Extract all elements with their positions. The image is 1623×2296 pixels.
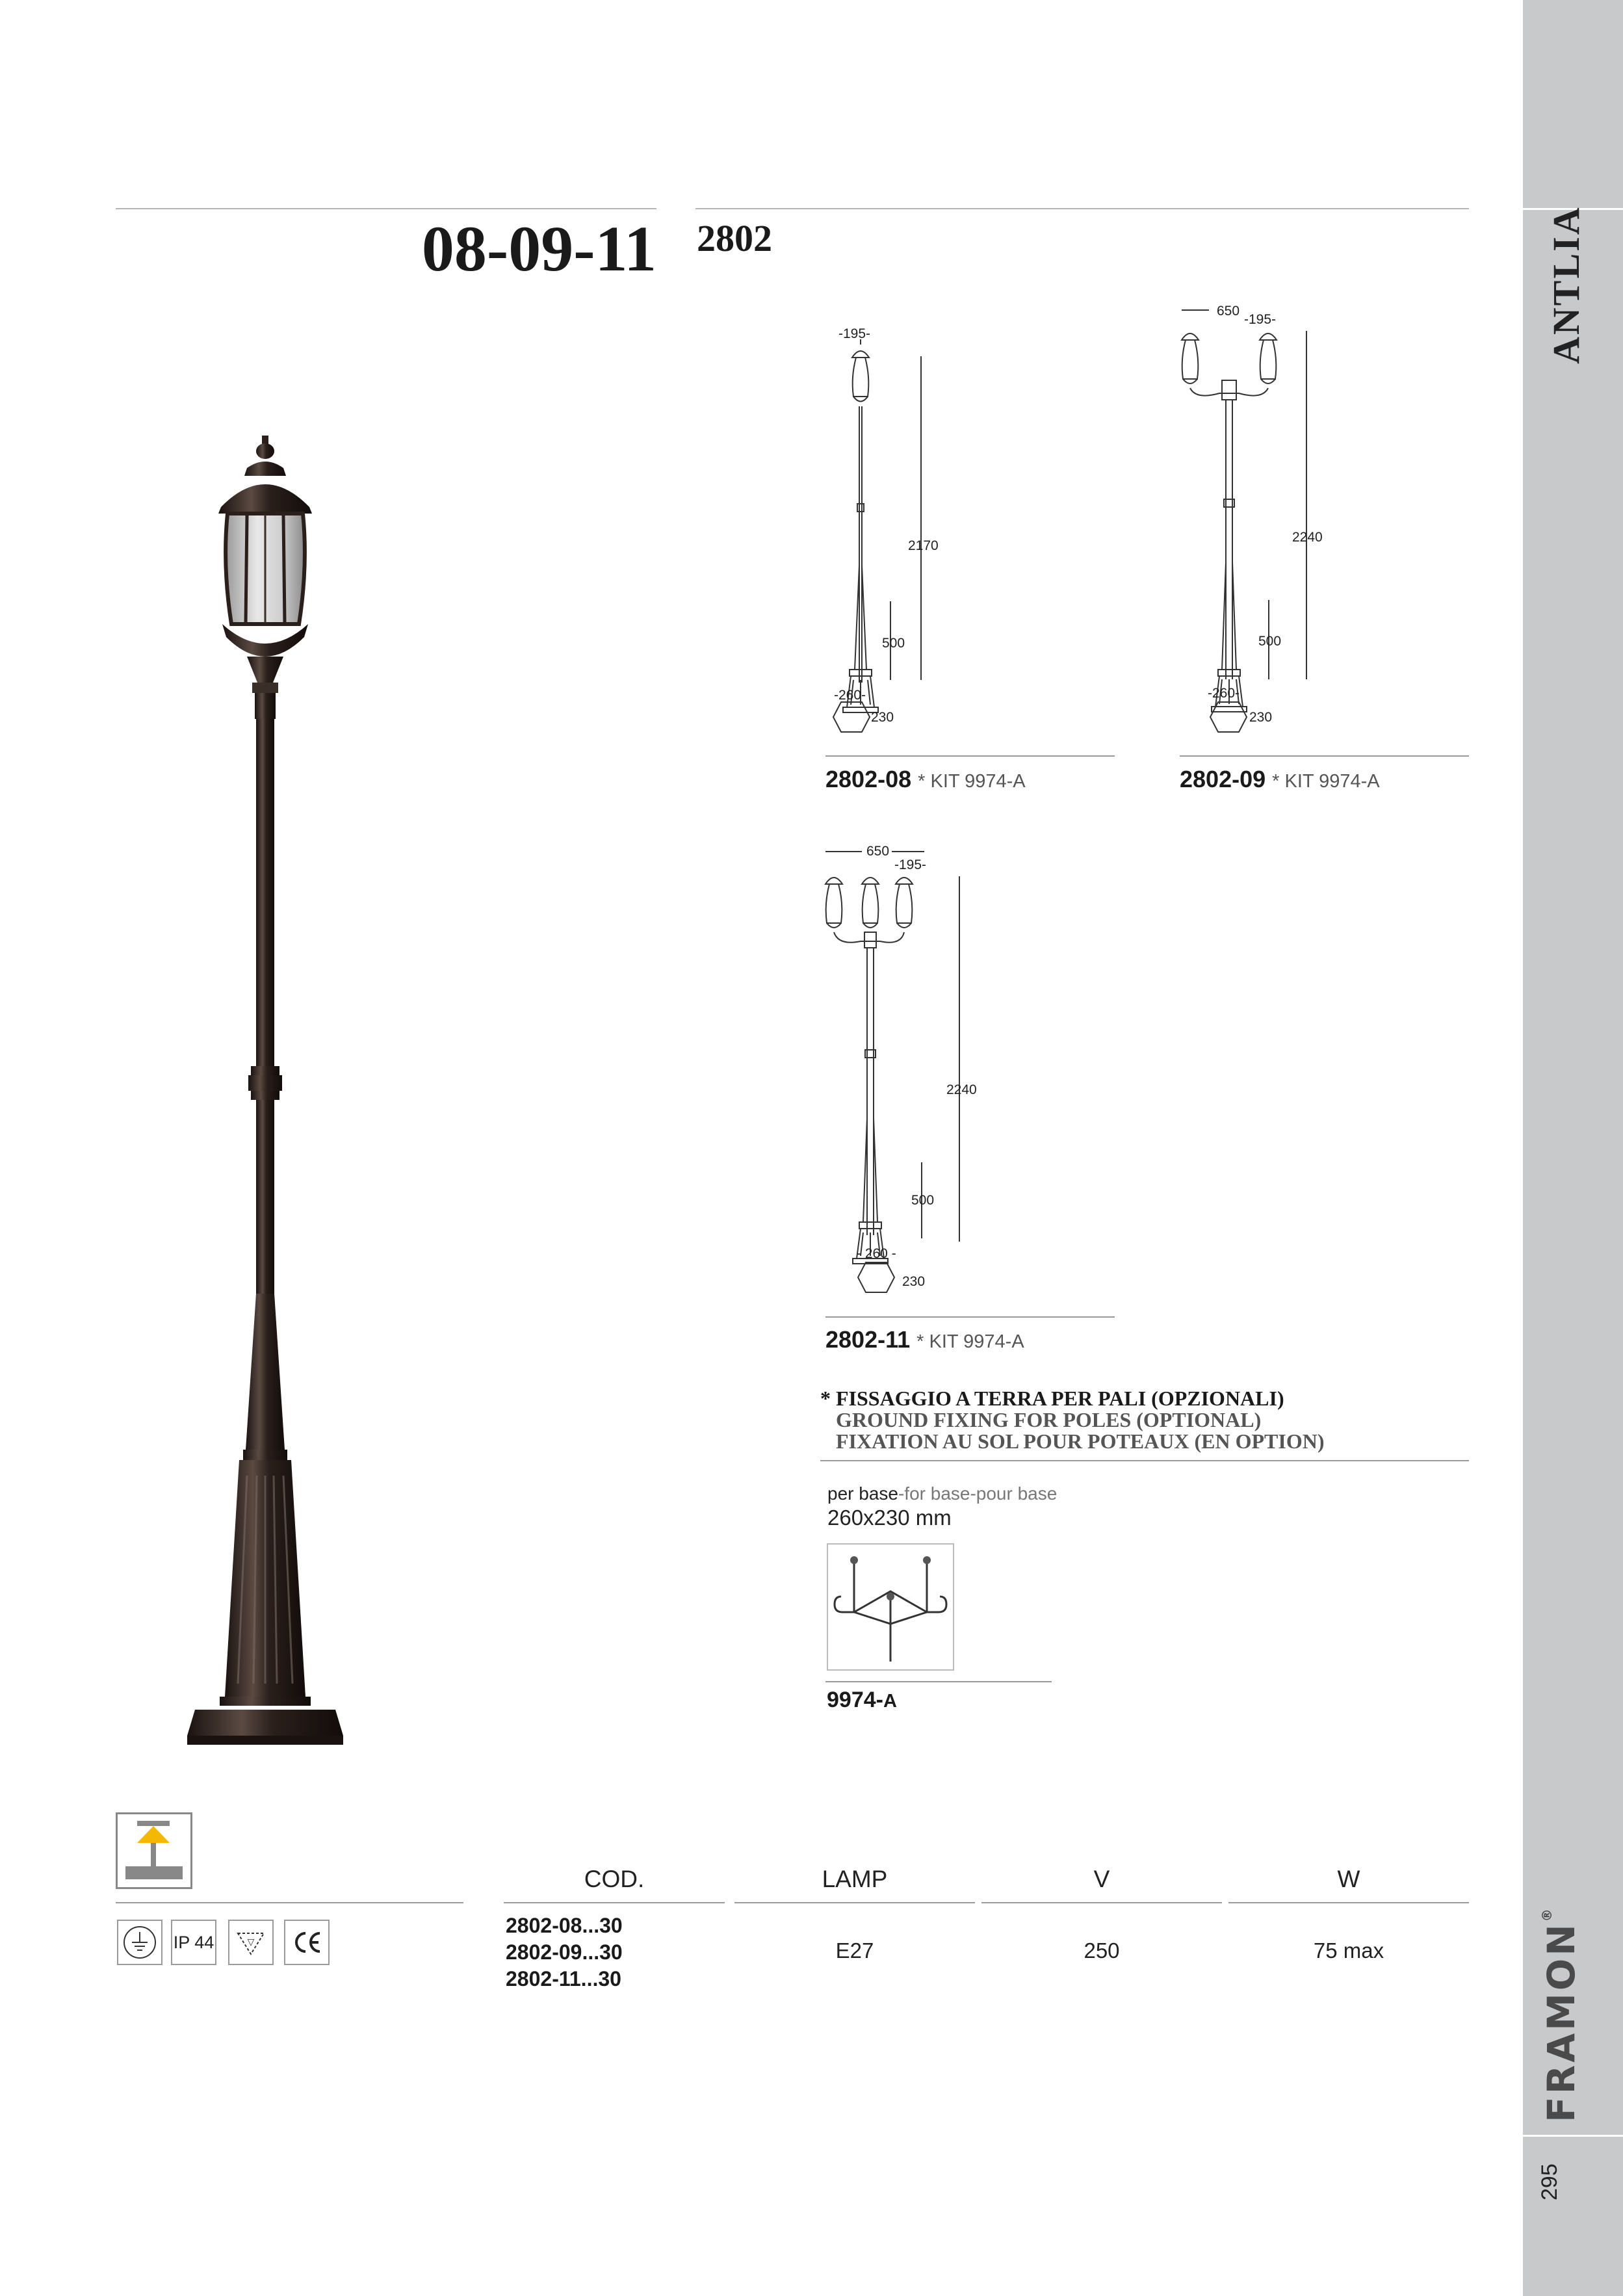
ip-rating-badge: IP 44: [171, 1920, 216, 1965]
header-rule-left: [116, 208, 656, 209]
dim-2802-09-height: 2240: [1292, 530, 1323, 545]
fixing-note-fr: FIXATION AU SOL POUR POTEAUX (EN OPTION): [836, 1429, 1325, 1453]
rule-2802-09: [1180, 755, 1469, 757]
dim-2802-09-width: 650: [1217, 304, 1240, 319]
dim-2802-08-height: 2170: [908, 538, 939, 553]
icon-rule: [116, 1902, 463, 1903]
rule-2802-11: [825, 1316, 1115, 1318]
product-label-2802-11: 2802-11 * KIT 9974-A: [825, 1326, 1024, 1353]
dim-2802-11-height: 2240: [946, 1082, 977, 1097]
drawing-2802-11: [819, 845, 981, 1294]
table-watt-value: 75 max: [1313, 1938, 1384, 1963]
drawing-2802-08: [816, 319, 933, 741]
sidebar-divider-bottom: [1523, 2135, 1623, 2137]
product-label-2802-08: 2802-08 * KIT 9974-A: [825, 766, 1026, 792]
table-codes: [506, 1912, 623, 1992]
code-row: 2802-11...30: [506, 1967, 621, 1990]
table-header-v: V: [1093, 1866, 1110, 1892]
table-header-lamp: LAMP: [822, 1866, 888, 1892]
series-title: 08-09-11: [421, 213, 656, 285]
dim-2802-11-pole: 500: [911, 1193, 935, 1208]
table-rule-w: [1228, 1902, 1469, 1903]
table-lamp-value: E27: [835, 1938, 874, 1963]
dim-2802-11-base-d: 230: [902, 1274, 926, 1289]
svg-text:▽: ▽: [247, 1937, 255, 1948]
code-row: 2802-09...30: [506, 1940, 623, 1964]
per-base-label: per base-for base-pour base: [827, 1483, 1058, 1504]
table-header-w: W: [1337, 1866, 1360, 1892]
collection-name: ANTLIA: [1545, 205, 1587, 364]
dim-2802-09-pole: 500: [1258, 634, 1282, 649]
dim-2802-08-pole: 500: [882, 636, 905, 651]
base-hexagon-icon: [1209, 701, 1248, 733]
table-rule-cod: [504, 1902, 725, 1903]
dim-2802-08-top: -195-: [838, 326, 871, 341]
table-voltage-value: 250: [1084, 1938, 1120, 1963]
dim-2802-08-base-w: -260-: [834, 688, 866, 703]
earth-ground-icon: [117, 1920, 162, 1965]
fixing-note-en: GROUND FIXING FOR POLES (OPTIONAL): [836, 1408, 1262, 1431]
dim-2802-09-base-d: 230: [1249, 710, 1273, 725]
page-number: 295: [1537, 2163, 1562, 2200]
dim-2802-08-base-d: 230: [871, 710, 894, 725]
lamp-photo: [182, 436, 351, 1749]
table-header-cod: COD.: [584, 1866, 645, 1892]
ground-kit-image: [827, 1543, 954, 1671]
kit-rule: [825, 1681, 1052, 1682]
base-hexagon-icon: [832, 701, 871, 733]
dim-2802-11-base-w: - 260 -: [857, 1246, 896, 1261]
ce-mark-icon: [284, 1920, 330, 1965]
base-hexagon-icon: [857, 1261, 896, 1294]
code-row: 2802-08...30: [506, 1914, 623, 1937]
triangle-marking-icon: [228, 1920, 274, 1965]
base-size: 260x230 mm: [827, 1506, 952, 1530]
header-rule-right: [695, 208, 1469, 209]
brand-logo: FRAMON®: [1539, 1906, 1583, 2122]
dim-2802-09-top: -195-: [1244, 312, 1277, 327]
dim-2802-09-base-w: -260-: [1208, 686, 1240, 701]
table-rule-v: [981, 1902, 1222, 1903]
dim-2802-11-top: -195-: [894, 857, 927, 872]
fixing-rule: [820, 1460, 1469, 1461]
rule-2802-08: [825, 755, 1115, 757]
fixing-note-it: * FISSAGGIO A TERRA PER PALI (OPZIONALI): [820, 1387, 1284, 1410]
drawing-2802-09: [1170, 302, 1326, 741]
floor-lamp-icon: [116, 1812, 192, 1889]
kit-code: 9974-A: [827, 1688, 897, 1712]
table-rule-lamp: [734, 1902, 975, 1903]
model-number: 2802: [697, 217, 772, 259]
product-label-2802-09: 2802-09 * KIT 9974-A: [1180, 766, 1380, 792]
dim-2802-11-width: 650: [866, 844, 890, 859]
